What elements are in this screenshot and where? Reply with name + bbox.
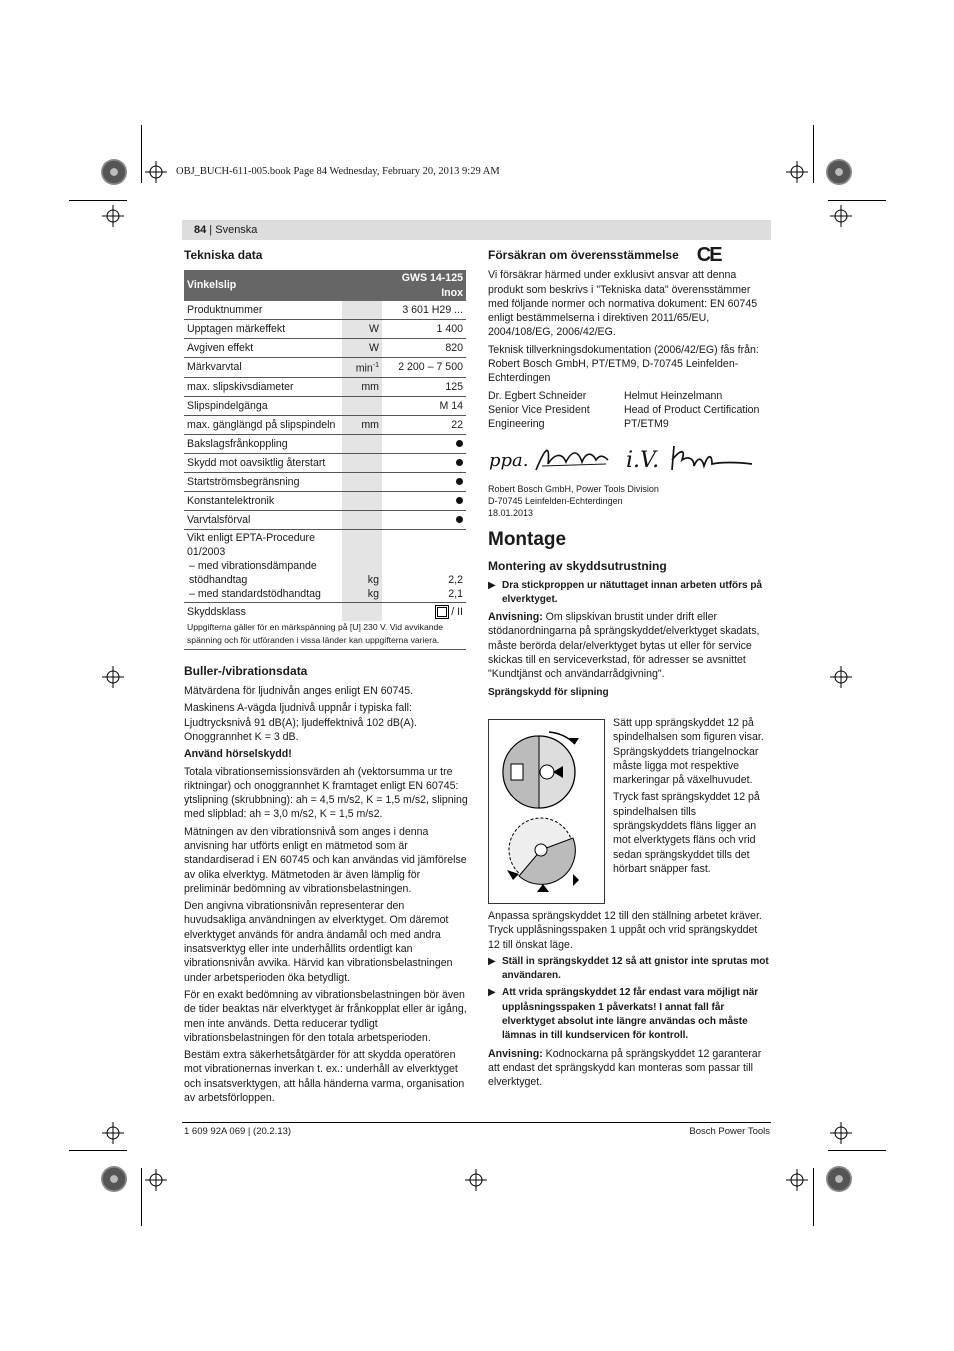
spec-unit [342,472,382,491]
crosshair-icon [145,161,167,183]
noise-p2: Maskinens A-vägda ljudnivå uppnår i typiska fall: Ljudtrycksnivå 91 dB(A); ljudeffektnivå 102 dB(A). Onoggrannhet K = 3 dB. [184,702,417,743]
weight-a-unit: kg [367,573,379,586]
footer-rule [182,1122,771,1123]
noise-p5: Den angivna vibrationsnivån representerar den huvudsakliga användningen av elverktyget. Om däremot elverktyget används för andra ändamål och med andra insatsverktyg eller inte underhållits ordentligt kan vibrationsnivån avvika. Härvid kan vibrationsbelastningen under arbetsperioden öka betydligt. [184,900,453,984]
spec-unit [342,453,382,472]
crosshair-icon [786,161,808,183]
montage-section [488,529,770,703]
page-language: Svenska [215,224,258,236]
spec-value: 3 601 H29 ... [382,301,466,320]
right-column [488,244,770,432]
crosshair-icon [786,1169,808,1191]
registration-disc-icon [101,159,127,185]
class-value-cell [382,602,466,621]
spec-unit: W [342,319,382,338]
crosshair-icon [102,1122,124,1144]
feature-dot-icon [382,491,466,510]
registration-disc-icon [826,159,852,185]
noise-p1: Mätvärdena för ljudnivån anges enligt EN 60745. [184,685,414,698]
noise-p6: För en exakt bedömning av vibrationsbelastningen bör även de tider beaktas när elverktyget är frånkopplat eller är igång, men inte används. Detta reducerar tydligt vibrationsbelastningen för den totala arbetsperioden. [184,988,467,1044]
spec-unit: $\min^{-1}$ [342,357,382,377]
class-label: Skyddsklass [187,605,246,618]
spec-row [184,301,466,320]
hint-1: Anvisning: Om slipskivan brustit under drift eller stödanordningarna på sprängskyddet/elverktyget skadats, måste berörda delar/elverktyget bytas ut eller för service skickas till en serviceverkstad, för adresser se avsnittet "Kundtjänst och användarrådgivning". [488,611,760,681]
company-line1: Robert Bosch GmbH, Power Tools Division [488,484,659,494]
spec-label: Bakslagsfrånkoppling [184,434,342,453]
noise-warning: Använd hörselskydd! [184,748,292,761]
signer2-title: Head of Product Certification [624,403,760,416]
spec-unit: mm [342,415,382,434]
spec-value: 125 [382,377,466,396]
spec-label: max. gänglängd på slipspindeln [184,415,342,434]
signer2-name: Helmut Heinzelmann [624,389,723,402]
spec-row [184,357,466,377]
spec-label: Upptagen märkeffekt [184,319,342,338]
signature-ppa: ppa. [489,450,529,471]
spec-row [184,510,466,529]
spec-row [184,453,466,472]
bullet-triangle-icon: ▶ [488,579,496,591]
spec-unit [342,434,382,453]
crosshair-icon [830,1122,852,1144]
weight-a-value: 2,2 [448,573,463,586]
warning-1: ▶ Dra stickproppen ur nätuttaget innan arbeten utförs på elverktyget. [488,579,763,605]
weight-label: Vikt enligt EPTA-Procedure 01/2003 [187,531,315,558]
adjust-section [488,909,770,1093]
spec-label: Konstantelektronik [184,491,342,510]
crosshair-icon [102,666,124,688]
spec-row [184,434,466,453]
registration-disc-icon [826,1166,852,1192]
signature-heinzelmann-icon [668,442,756,474]
declaration-date: 18.01.2013 [488,508,534,518]
tech-data-title: Tekniska data [184,248,263,262]
feature-dot-icon [382,453,466,472]
crosshair-icon [145,1169,167,1191]
weight-b-unit: kg [367,587,379,600]
spec-unit [342,491,382,510]
spec-label: Varvtalsförval [184,510,342,529]
company-block [488,483,770,519]
noise-p3: Totala vibrationsemissionsvärden ah (vektorsumma ur tre riktningar) och onoggrannhet K framtaget enligt EN 60745: ytslipning (skrubbning): ah = 4,5 m/s2, K = 1,5 m/s2, slipning med slipblad: ah = 3,0 m/s2, K = 1,5 m/s2. [184,765,468,821]
conformity-title: Försäkran om överensstämmelse [488,248,679,262]
noise-p7: Bestäm extra säkerhetsåtgärder för att skydda operatören mot vibrationernas inverkan t. ex.: underhåll av elverktyget och insatsverktygen, att hålla händerna varma, organisation av arbetsförloppen. [184,1049,465,1105]
table-note: Uppgifterna gäller för en märkspänning på [U] 230 V. Vid avvikande spänning och för utföranden i vissa länder kan uppgifterna variera. [184,621,466,650]
spec-value: 2 200 – 7 500 [382,357,466,377]
spec-table [184,270,466,649]
signer1-title: Senior Vice President [488,403,590,416]
spec-head-model: GWS 14-125 Inox [382,270,466,301]
weight-value-cell [382,529,466,602]
signature-schneider-icon [532,442,612,476]
spec-row [184,472,466,491]
subsection-title: Sprängskydd för slipning [488,686,609,698]
weight-a-label: – med vibrationsdämpande stödhandtag [189,559,317,586]
double-insulation-icon [437,607,447,617]
guard-title: Montering av skyddsutrustning [488,559,667,574]
spec-value: 820 [382,338,466,357]
spec-label: Produktnummer [184,301,342,320]
noise-title: Buller-/vibrationsdata [184,663,308,678]
footer-right: Bosch Power Tools [689,1126,770,1137]
spec-row [184,415,466,434]
weight-b-label: – med standardstödhandtag [189,587,321,600]
signature-iv: i.V. [626,448,660,473]
crosshair-icon [830,205,852,227]
spec-unit [342,510,382,529]
feature-dot-icon [382,510,466,529]
weight-unit-cell [342,529,382,602]
crosshair-icon [830,666,852,688]
warning-3: ▶ Att vrida sprängskyddet 12 får endast vara möjligt när upplåsningsspaken 1 påverkats! I annat fall får elverktyget absolut inte längre användas och måste lämnas in till kundservicen för kontroll. [488,987,759,1042]
warning-2: ▶ Ställ in sprängskyddet 12 så att gnistor inte sprutas mot användaren. [488,955,769,982]
page-header: 84 | Svenska [194,224,258,236]
figure-p1: Sätt upp sprängskyddet 12 på spindelhalsen som figuren visar. Sprängskyddets triangelnockar måste ligga mot respektive markeringar på växelhuvudet. [613,717,764,787]
spec-label: Startströmsbegränsning [184,472,342,491]
signer1-name: Dr. Egbert Schneider [488,389,587,402]
spec-unit [342,301,382,320]
signer1-dept: Engineering [488,418,545,431]
noise-p4: Mätningen av den vibrationsnivå som anges i denna anvisning har utförts enligt en mätmetod som är standardiserad i EN 60745 och kan användas vid jämförelse av olika elverktyg. Mätmetoden är även lämplig för preliminär bedömning av vibrationsbelastningen. [184,825,467,895]
spec-value: M 14 [382,396,466,415]
spec-unit: W [342,338,382,357]
spec-label: Märkvarvtal [184,357,342,377]
print-info: OBJ_BUCH-611-005.book Page 84 Wednesday, February 20, 2013 9:29 AM [176,166,500,177]
feature-dot-icon [382,434,466,453]
feature-dot-icon [382,472,466,491]
spec-unit: mm [342,377,382,396]
left-column [184,248,468,1108]
spec-value: 1 400 [382,319,466,338]
spec-row [184,491,466,510]
page-header-bar [182,220,771,240]
bullet-triangle-icon: ▶ [488,955,496,967]
spec-label: max. slipskivsdiameter [184,377,342,396]
crosshair-icon [102,205,124,227]
guard-figure [488,719,605,904]
figure-p2: Tryck fast sprängskyddet 12 på spindelhalsen tills sprängskyddets fläns ligger an mot elverktygets fläns och vrid sedan sprängskyddet tills det hörbart snäpper fast. [613,791,760,875]
spec-value: 22 [382,415,466,434]
figure-text [613,716,771,879]
spec-row [184,377,466,396]
adjust-p: Anpassa sprängskyddet 12 till den ställning arbetet kräver. Tryck upplåsningsspaken 1 uppåt och vrid sprängskyddet 12 till önskat läge. [488,910,762,951]
spec-label: Slipspindelgänga [184,396,342,415]
class-value: / II [451,605,463,618]
conformity-p1: Vi försäkrar härmed under exklusivt ansvar att denna produkt som beskrivs i "Tekniska data" överensstämmer med följande normer och normativa dokument: EN 60745 enligt bestämmelserna i direktiven 2011/65/EU, 2004/108/EG, 2006/42/EG. [488,269,758,339]
spec-row [184,396,466,415]
bullet-triangle-icon: ▶ [488,987,496,999]
crosshair-icon [465,1169,487,1191]
spec-row [184,338,466,357]
weight-cell [184,529,342,602]
hint-2: Anvisning: Kodnockarna på sprängskyddet 12 garanterar att endast det sprängskydd kan monteras som passar till elverktyget. [488,1047,762,1089]
spec-head-label: Vinkelslip [184,270,382,301]
spec-unit [342,396,382,415]
montage-title: Montage [488,529,567,550]
spec-label: Skydd mot oavsiktlig återstart [184,453,342,472]
footer-left: 1 609 92A 069 | (20.2.13) [184,1126,292,1137]
ce-mark-icon: CE [696,244,721,266]
registration-disc-icon [101,1166,127,1192]
weight-b-value: 2,1 [448,587,463,600]
spec-label: Avgiven effekt [184,338,342,357]
company-line2: D-70745 Leinfelden-Echterdingen [488,496,623,506]
conformity-p2: Teknisk tillverkningsdokumentation (2006/42/EG) fås från: Robert Bosch GmbH, PT/ETM9, D-70745 Leinfelden-Echterdingen [488,343,759,385]
page-number: 84 [194,224,207,236]
signatories [488,389,770,432]
spec-row [184,319,466,338]
signer2-dept: PT/ETM9 [624,418,669,431]
